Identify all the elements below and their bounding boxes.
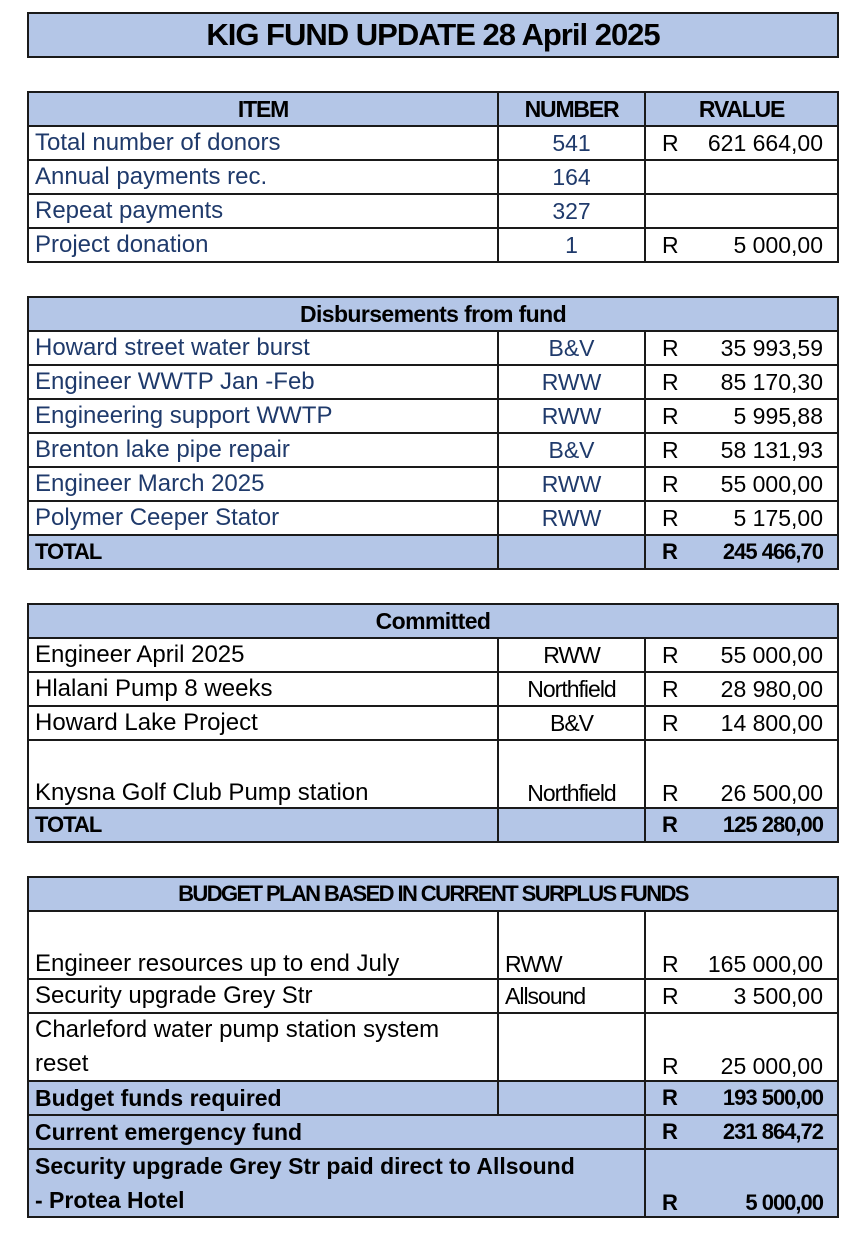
spacer — [27, 843, 839, 876]
table-row — [29, 912, 837, 980]
row-item: Brenton lake pipe repair — [29, 434, 499, 466]
row-item: Annual payments rec. — [29, 161, 499, 193]
amount: 55 000,00 — [720, 470, 823, 497]
amount: 28 980,00 — [720, 675, 823, 702]
section-header-row — [29, 878, 837, 912]
table-row — [29, 434, 837, 468]
direct-payment-label: Security upgrade Grey Str paid direct to Allsound - Protea Hotel — [29, 1150, 646, 1216]
row-number: 541 — [499, 127, 646, 159]
committed-table — [27, 603, 839, 843]
row-value — [646, 673, 837, 705]
total-number-empty — [499, 536, 646, 568]
currency: R — [662, 1085, 677, 1110]
total-value — [646, 809, 837, 841]
table-row — [29, 400, 837, 434]
fund-update-sheet — [27, 12, 839, 1218]
table-row — [29, 707, 837, 741]
row-number: RWW — [499, 502, 646, 534]
table-row — [29, 366, 837, 400]
row-value — [646, 707, 837, 739]
amount: 14 800,00 — [720, 709, 823, 736]
header-item: ITEM — [29, 93, 499, 125]
row-item: Project donation — [29, 229, 499, 261]
required-number-empty — [499, 1082, 646, 1114]
row-number: RWW — [499, 468, 646, 500]
amount: 5 995,88 — [733, 402, 823, 429]
row-value — [646, 229, 837, 261]
row-item: Engineer resources up to end July — [29, 912, 499, 980]
currency: R — [662, 675, 679, 702]
currency: R — [662, 504, 679, 531]
row-item: Engineer WWTP Jan -Feb — [29, 366, 499, 398]
spacer — [27, 570, 839, 603]
row-number: RWW — [499, 912, 646, 980]
row-value — [646, 502, 837, 534]
currency: R — [662, 812, 677, 837]
emergency-value — [646, 1116, 837, 1148]
row-number: B&V — [499, 434, 646, 466]
required-label: Budget funds required — [29, 1082, 499, 1114]
amount: 58 131,93 — [720, 436, 823, 463]
amount: 25 000,00 — [720, 1053, 823, 1079]
currency: R — [662, 641, 679, 668]
row-item: Engineer March 2025 — [29, 468, 499, 500]
row-value — [646, 1014, 837, 1082]
total-row — [29, 809, 837, 843]
total-number-empty — [499, 809, 646, 841]
section-header-row — [29, 298, 837, 332]
row-number: RWW — [499, 639, 646, 671]
table-row — [29, 468, 837, 502]
currency: R — [662, 334, 679, 361]
table-row — [29, 1014, 837, 1082]
row-value — [646, 741, 837, 809]
table-header-row — [29, 93, 837, 127]
row-number — [499, 1014, 646, 1080]
row-value — [646, 161, 837, 193]
section-header-row — [29, 605, 837, 639]
currency: R — [662, 1053, 679, 1079]
row-value — [646, 912, 837, 980]
amount: 165 000,00 — [707, 951, 823, 977]
row-item: Knysna Golf Club Pump station — [29, 741, 499, 809]
row-number: 164 — [499, 161, 646, 193]
section-heading: Committed — [375, 607, 491, 634]
amount: 621 664,00 — [707, 129, 823, 156]
budget-table — [27, 876, 839, 1218]
row-item: Repeat payments — [29, 195, 499, 227]
currency: R — [662, 231, 679, 258]
spacer — [27, 58, 839, 91]
row-value — [646, 127, 837, 159]
amount: 26 500,00 — [720, 780, 823, 806]
emergency-row — [29, 1116, 837, 1150]
total-label: TOTAL — [29, 809, 499, 841]
table-row — [29, 127, 837, 161]
table-row — [29, 332, 837, 366]
row-item: Engineering support WWTP — [29, 400, 499, 432]
currency: R — [662, 951, 679, 977]
row-number: RWW — [499, 366, 646, 398]
section-heading: Disbursements from fund — [299, 300, 567, 327]
table-row — [29, 673, 837, 707]
row-value — [646, 366, 837, 398]
amount: 5 175,00 — [733, 504, 823, 531]
row-value — [646, 639, 837, 671]
currency: R — [662, 982, 679, 1009]
row-item: Engineer April 2025 — [29, 639, 499, 671]
header-value: RVALUE — [698, 95, 785, 122]
row-number: RWW — [499, 400, 646, 432]
total-label: TOTAL — [29, 536, 499, 568]
row-value — [646, 468, 837, 500]
amount: 55 000,00 — [720, 641, 823, 668]
amount: 245 466,70 — [722, 539, 823, 564]
total-row — [29, 536, 837, 570]
spacer — [27, 263, 839, 296]
row-number: B&V — [499, 707, 646, 739]
row-number: B&V — [499, 332, 646, 364]
emergency-label: Current emergency fund — [29, 1116, 646, 1148]
currency: R — [662, 539, 677, 564]
row-number: Allsound — [499, 980, 646, 1012]
amount: 35 993,59 — [720, 334, 823, 361]
currency: R — [662, 129, 679, 156]
currency: R — [662, 470, 679, 497]
direct-payment-row — [29, 1150, 837, 1218]
amount: 85 170,30 — [720, 368, 823, 395]
currency: R — [662, 402, 679, 429]
row-value — [646, 195, 837, 227]
page-title: KIG FUND UPDATE 28 April 2025 — [27, 12, 839, 58]
row-item: Polymer Ceeper Stator — [29, 502, 499, 534]
amount: 231 864,72 — [722, 1119, 823, 1144]
currency: R — [662, 1190, 677, 1215]
row-number: 327 — [499, 195, 646, 227]
row-value — [646, 400, 837, 432]
direct-payment-value — [646, 1150, 837, 1218]
currency: R — [662, 780, 679, 806]
row-item: Charleford water pump station system reset — [29, 1014, 499, 1080]
table-row — [29, 502, 837, 536]
table-row — [29, 195, 837, 229]
currency: R — [662, 436, 679, 463]
row-value — [646, 980, 837, 1012]
row-item: Hlalani Pump 8 weeks — [29, 673, 499, 705]
currency: R — [662, 368, 679, 395]
amount: 193 500,00 — [722, 1085, 823, 1110]
table-row — [29, 161, 837, 195]
amount: 3 500,00 — [733, 982, 823, 1009]
disbursements-table — [27, 296, 839, 570]
required-value — [646, 1082, 837, 1114]
row-item: Howard street water burst — [29, 332, 499, 364]
table-row — [29, 229, 837, 263]
row-item: Security upgrade Grey Str — [29, 980, 499, 1012]
currency: R — [662, 1119, 677, 1144]
amount: 125 280,00 — [722, 812, 823, 837]
required-row — [29, 1082, 837, 1116]
table-row — [29, 741, 837, 809]
row-value — [646, 434, 837, 466]
total-value — [646, 536, 837, 568]
row-item: Total number of donors — [29, 127, 499, 159]
row-number: 1 — [499, 229, 646, 261]
currency: R — [662, 709, 679, 736]
donations-table — [27, 91, 839, 263]
amount: 5 000,00 — [745, 1190, 823, 1215]
row-item: Howard Lake Project — [29, 707, 499, 739]
row-number: Northfield — [499, 673, 646, 705]
amount: 5 000,00 — [733, 231, 823, 258]
section-heading: BUDGET PLAN BASED IN CURRENT SURPLUS FUNDS — [178, 881, 688, 906]
row-value — [646, 332, 837, 364]
row-number: Northfield — [499, 741, 646, 809]
table-row — [29, 980, 837, 1014]
table-row — [29, 639, 837, 673]
header-number: NUMBER — [499, 93, 646, 125]
